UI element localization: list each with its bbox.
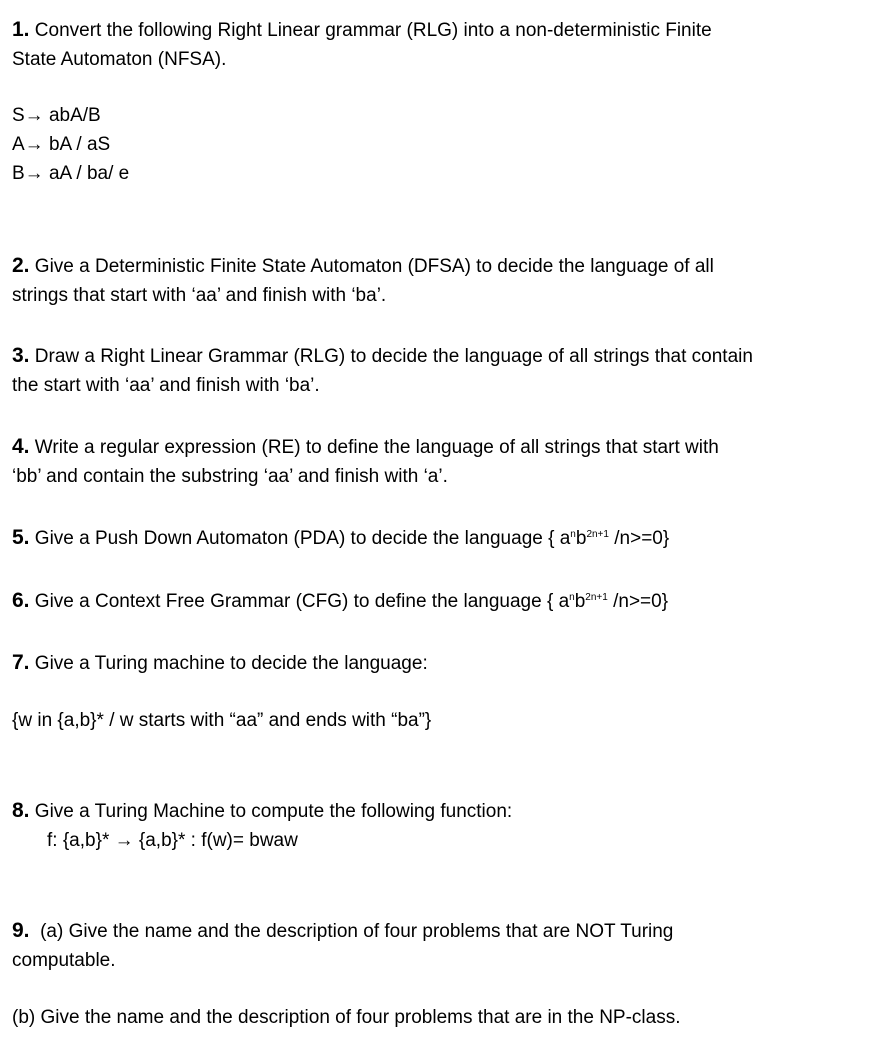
question-4-number: 4. bbox=[12, 435, 30, 458]
question-3-text-2: the start with ‘aa’ and finish with ‘ba’. bbox=[12, 375, 320, 396]
question-3-line-1 bbox=[12, 341, 872, 371]
question-4 bbox=[12, 432, 872, 491]
grammar-rules bbox=[12, 101, 872, 188]
question-7-text: Give a Turing machine to decide the language: bbox=[29, 653, 428, 674]
question-1 bbox=[12, 15, 872, 74]
question-6-exponent-n: n bbox=[569, 592, 575, 603]
question-5-condition: /n>=0} bbox=[608, 528, 670, 549]
question-1-line-1 bbox=[12, 15, 872, 45]
question-2-text-1: Give a Deterministic Finite State Automaton (DFSA) to decide the language of all bbox=[29, 256, 714, 277]
question-2-line-1 bbox=[12, 251, 872, 281]
question-8-line bbox=[12, 796, 872, 826]
question-4-line-1 bbox=[12, 432, 872, 462]
question-6-exponent-2n1: 2n+1 bbox=[585, 592, 608, 603]
question-2-number: 2. bbox=[12, 254, 30, 277]
question-9-number: 9. bbox=[12, 919, 30, 942]
question-6-base-b: b bbox=[574, 591, 586, 612]
question-5-number: 5. bbox=[12, 526, 30, 549]
grammar-rule-a: A→ bA / aS bbox=[12, 134, 111, 155]
question-7-number: 7. bbox=[12, 651, 30, 674]
question-5-text: Give a Push Down Automaton (PDA) to decide the language { a bbox=[29, 528, 571, 549]
question-3 bbox=[12, 341, 872, 400]
question-8 bbox=[12, 796, 872, 855]
question-7-line bbox=[12, 648, 872, 678]
question-6-text: Give a Context Free Grammar (CFG) to define the language { a bbox=[29, 591, 570, 612]
question-9-part-b-text: (b) Give the name and the description of four problems that are in the NP-class. bbox=[12, 1007, 681, 1028]
question-9 bbox=[12, 916, 872, 975]
grammar-rule-b: B→ aA / ba/ e bbox=[12, 163, 130, 184]
question-7 bbox=[12, 648, 872, 678]
question-9-part-a-text-1: (a) Give the name and the description of four problems that are NOT Turing bbox=[29, 921, 674, 942]
question-1-text-2: State Automaton (NFSA). bbox=[12, 49, 227, 70]
question-6-line bbox=[12, 586, 872, 616]
question-6-condition: /n>=0} bbox=[607, 591, 669, 612]
question-7-language bbox=[12, 706, 872, 735]
question-3-text-1: Draw a Right Linear Grammar (RLG) to decide the language of all strings that contain bbox=[29, 346, 753, 367]
question-9-part-a-text-2: computable. bbox=[12, 950, 116, 971]
question-4-text-1: Write a regular expression (RE) to define the language of all strings that start with bbox=[29, 437, 719, 458]
question-4-text-2: ‘bb’ and contain the substring ‘aa’ and finish with ‘a’. bbox=[12, 466, 448, 487]
question-8-function: f: {a,b}* → {a,b}* : f(w)= bwaw bbox=[47, 830, 298, 851]
question-9-line-1 bbox=[12, 916, 872, 946]
question-5-exponent-n: n bbox=[570, 529, 576, 540]
question-8-number: 8. bbox=[12, 799, 30, 822]
question-6 bbox=[12, 586, 872, 616]
question-5 bbox=[12, 523, 872, 553]
question-2 bbox=[12, 251, 872, 310]
question-5-line bbox=[12, 523, 872, 553]
question-7-language-text: {w in {a,b}* / w starts with “aa” and ends with “ba”} bbox=[12, 710, 432, 731]
question-3-number: 3. bbox=[12, 344, 30, 367]
grammar-rule-s: S→ abA/B bbox=[12, 105, 101, 126]
question-6-number: 6. bbox=[12, 589, 30, 612]
question-1-number: 1. bbox=[12, 18, 30, 41]
question-8-text: Give a Turing Machine to compute the following function: bbox=[29, 801, 513, 822]
question-2-text-2: strings that start with ‘aa’ and finish with ‘ba’. bbox=[12, 285, 387, 306]
question-5-base-b: b bbox=[575, 528, 587, 549]
question-1-text-1: Convert the following Right Linear grammar (RLG) into a non-deterministic Finite bbox=[29, 20, 712, 41]
question-5-exponent-2n1: 2n+1 bbox=[586, 529, 609, 540]
question-9-part-b bbox=[12, 1003, 872, 1032]
